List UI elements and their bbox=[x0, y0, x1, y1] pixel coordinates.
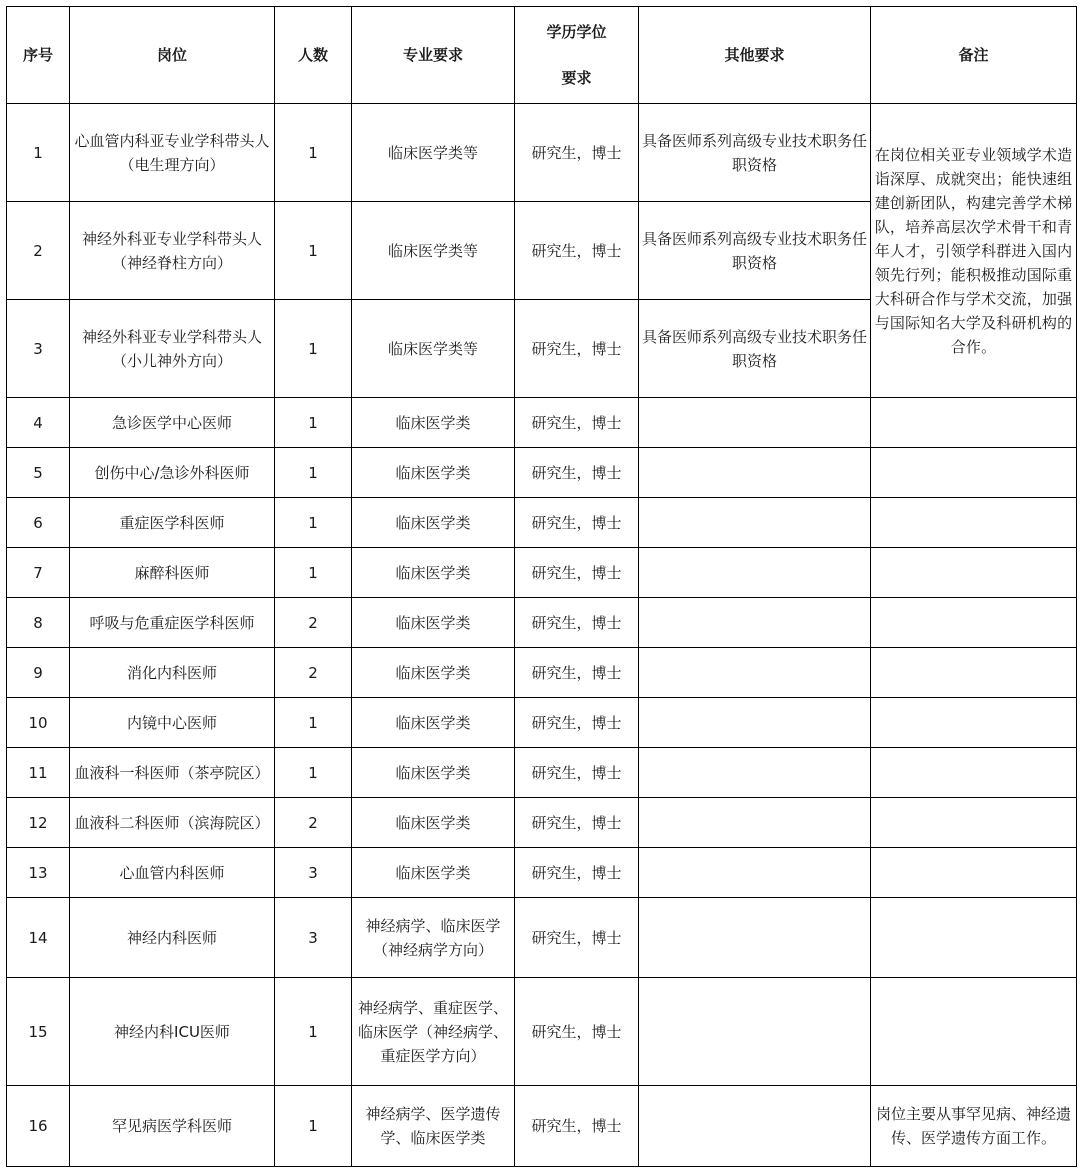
cell-remark bbox=[871, 648, 1077, 698]
cell-major bbox=[352, 978, 515, 1086]
header-other: 其他要求 bbox=[639, 7, 871, 104]
cell-major-line: 学、临床医学类 bbox=[380, 1129, 486, 1147]
cell-other: 具备医师系列高级专业技术职务任职资格 bbox=[639, 104, 871, 202]
cell-seq: 2 bbox=[7, 202, 70, 300]
cell-count: 1 bbox=[275, 748, 352, 798]
table-row bbox=[7, 104, 1077, 202]
cell-other bbox=[639, 1086, 871, 1167]
cell-remark bbox=[871, 848, 1077, 898]
cell-count: 1 bbox=[275, 300, 352, 398]
table-row bbox=[7, 848, 1077, 898]
cell-education: 研究生，博士 bbox=[515, 978, 639, 1086]
cell-post: 呼吸与危重症医学科医师 bbox=[70, 598, 275, 648]
cell-remark: 岗位主要从事罕见病、神经遗传、医学遗传方面工作。 bbox=[871, 1086, 1077, 1167]
cell-post-line: （小儿神外方向） bbox=[111, 351, 232, 370]
cell-post: 重症医学科医师 bbox=[70, 498, 275, 548]
cell-post-line: 神经外科亚专业学科带头人 bbox=[81, 327, 262, 346]
cell-major: 临床医学类 bbox=[352, 598, 515, 648]
cell-seq: 1 bbox=[7, 104, 70, 202]
cell-seq: 11 bbox=[7, 748, 70, 798]
cell-post bbox=[70, 300, 275, 398]
cell-count: 3 bbox=[275, 898, 352, 978]
cell-education: 研究生，博士 bbox=[515, 1086, 639, 1167]
cell-count: 1 bbox=[275, 498, 352, 548]
cell-other bbox=[639, 848, 871, 898]
cell-education: 研究生，博士 bbox=[515, 448, 639, 498]
table-row bbox=[7, 398, 1077, 448]
cell-major: 临床医学类 bbox=[352, 448, 515, 498]
table-row bbox=[7, 698, 1077, 748]
cell-major-line: 神经病学、临床医学 bbox=[365, 916, 501, 935]
cell-seq: 12 bbox=[7, 798, 70, 848]
cell-major-line: 神经病学、医学遗传 bbox=[365, 1105, 501, 1123]
cell-major: 临床医学类 bbox=[352, 548, 515, 598]
cell-count: 1 bbox=[275, 1086, 352, 1167]
cell-count: 1 bbox=[275, 978, 352, 1086]
cell-other bbox=[639, 548, 871, 598]
header-row bbox=[7, 7, 1077, 104]
cell-major-line: （神经病学方向） bbox=[372, 940, 493, 959]
cell-count: 1 bbox=[275, 448, 352, 498]
cell-post bbox=[70, 104, 275, 202]
table-row bbox=[7, 498, 1077, 548]
cell-remark bbox=[871, 398, 1077, 448]
cell-seq: 13 bbox=[7, 848, 70, 898]
cell-post-line: （电生理方向） bbox=[119, 155, 225, 174]
cell-other bbox=[639, 648, 871, 698]
cell-post-line: （神经脊柱方向） bbox=[111, 253, 232, 272]
cell-education: 研究生，博士 bbox=[515, 598, 639, 648]
cell-major: 临床医学类等 bbox=[352, 104, 515, 202]
cell-major: 临床医学类 bbox=[352, 848, 515, 898]
cell-post: 内镜中心医师 bbox=[70, 698, 275, 748]
cell-education: 研究生，博士 bbox=[515, 798, 639, 848]
cell-post-line: 神经外科亚专业学科带头人 bbox=[81, 229, 262, 248]
cell-post: 血液科一科医师（茶亭院区） bbox=[70, 748, 275, 798]
cell-other bbox=[639, 798, 871, 848]
header-education bbox=[515, 7, 639, 104]
cell-education: 研究生，博士 bbox=[515, 648, 639, 698]
cell-post: 麻醉科医师 bbox=[70, 548, 275, 598]
cell-remark bbox=[871, 748, 1077, 798]
table-row bbox=[7, 798, 1077, 848]
cell-post: 创伤中心/急诊外科医师 bbox=[70, 448, 275, 498]
cell-count: 1 bbox=[275, 202, 352, 300]
cell-remark bbox=[871, 548, 1077, 598]
cell-remark bbox=[871, 448, 1077, 498]
cell-major: 临床医学类等 bbox=[352, 300, 515, 398]
table-row bbox=[7, 1086, 1077, 1167]
cell-remark bbox=[871, 598, 1077, 648]
cell-education: 研究生，博士 bbox=[515, 848, 639, 898]
cell-other bbox=[639, 978, 871, 1086]
cell-count: 1 bbox=[275, 698, 352, 748]
cell-count: 3 bbox=[275, 848, 352, 898]
cell-post: 消化内科医师 bbox=[70, 648, 275, 698]
header-major: 专业要求 bbox=[352, 7, 515, 104]
header-education-line1: 学历学位 bbox=[546, 23, 607, 41]
cell-count: 2 bbox=[275, 798, 352, 848]
cell-count: 2 bbox=[275, 598, 352, 648]
cell-post: 神经内科医师 bbox=[70, 898, 275, 978]
cell-major: 临床医学类 bbox=[352, 748, 515, 798]
cell-seq: 5 bbox=[7, 448, 70, 498]
cell-post: 急诊医学中心医师 bbox=[70, 398, 275, 448]
cell-other bbox=[639, 598, 871, 648]
cell-education: 研究生，博士 bbox=[515, 300, 639, 398]
cell-education: 研究生，博士 bbox=[515, 498, 639, 548]
cell-major: 临床医学类等 bbox=[352, 202, 515, 300]
header-remark: 备注 bbox=[871, 7, 1077, 104]
cell-seq: 9 bbox=[7, 648, 70, 698]
cell-count: 2 bbox=[275, 648, 352, 698]
cell-education: 研究生，博士 bbox=[515, 548, 639, 598]
table-row bbox=[7, 978, 1077, 1086]
cell-major-line: 临床医学（神经病学、 bbox=[357, 1022, 508, 1041]
cell-post: 心血管内科医师 bbox=[70, 848, 275, 898]
cell-seq: 16 bbox=[7, 1086, 70, 1167]
cell-major bbox=[352, 898, 515, 978]
table-row bbox=[7, 548, 1077, 598]
table-row bbox=[7, 898, 1077, 978]
cell-other bbox=[639, 898, 871, 978]
cell-seq: 7 bbox=[7, 548, 70, 598]
cell-count: 1 bbox=[275, 548, 352, 598]
cell-seq: 8 bbox=[7, 598, 70, 648]
cell-major: 临床医学类 bbox=[352, 798, 515, 848]
cell-major: 临床医学类 bbox=[352, 648, 515, 698]
cell-other bbox=[639, 448, 871, 498]
cell-remark bbox=[871, 698, 1077, 748]
header-education-line2: 要求 bbox=[561, 69, 592, 87]
cell-education: 研究生，博士 bbox=[515, 104, 639, 202]
header-seq: 序号 bbox=[7, 7, 70, 104]
cell-seq: 14 bbox=[7, 898, 70, 978]
cell-remark bbox=[871, 978, 1077, 1086]
cell-education: 研究生，博士 bbox=[515, 898, 639, 978]
cell-education: 研究生，博士 bbox=[515, 398, 639, 448]
cell-count: 1 bbox=[275, 104, 352, 202]
cell-other bbox=[639, 398, 871, 448]
cell-education: 研究生，博士 bbox=[515, 748, 639, 798]
cell-remark-leader: 在岗位相关亚专业领域学术造诣深厚、成就突出；能快速组建创新团队，构建完善学术梯队，培养高层次学术骨干和青年人才，引领学科群进入国内领先行列；能积极推动国际重大科研合作与学术交流，加强与国际知名大学及科研机构的合作。 bbox=[871, 104, 1077, 398]
cell-post-line: 心血管内科亚专业学科带头人 bbox=[74, 131, 270, 150]
cell-major: 临床医学类 bbox=[352, 498, 515, 548]
cell-other bbox=[639, 498, 871, 548]
cell-count: 1 bbox=[275, 398, 352, 448]
cell-major-line: 神经病学、重症医学、 bbox=[357, 998, 508, 1017]
cell-major: 临床医学类 bbox=[352, 698, 515, 748]
cell-post: 血液科二科医师（滨海院区） bbox=[70, 798, 275, 848]
cell-education: 研究生，博士 bbox=[515, 202, 639, 300]
header-count: 人数 bbox=[275, 7, 352, 104]
cell-other: 具备医师系列高级专业技术职务任职资格 bbox=[639, 300, 871, 398]
cell-seq: 6 bbox=[7, 498, 70, 548]
cell-major bbox=[352, 1086, 515, 1167]
cell-major-line: 重症医学方向） bbox=[380, 1046, 486, 1065]
cell-seq: 4 bbox=[7, 398, 70, 448]
cell-post: 罕见病医学科医师 bbox=[70, 1086, 275, 1167]
cell-remark bbox=[871, 498, 1077, 548]
table-row bbox=[7, 748, 1077, 798]
cell-seq: 15 bbox=[7, 978, 70, 1086]
cell-other bbox=[639, 698, 871, 748]
table-row bbox=[7, 648, 1077, 698]
table-row bbox=[7, 598, 1077, 648]
cell-post bbox=[70, 202, 275, 300]
cell-other bbox=[639, 748, 871, 798]
cell-other: 具备医师系列高级专业技术职务任职资格 bbox=[639, 202, 871, 300]
cell-seq: 3 bbox=[7, 300, 70, 398]
cell-major: 临床医学类 bbox=[352, 398, 515, 448]
cell-education: 研究生，博士 bbox=[515, 698, 639, 748]
cell-seq: 10 bbox=[7, 698, 70, 748]
header-post: 岗位 bbox=[70, 7, 275, 104]
cell-remark bbox=[871, 798, 1077, 848]
cell-post: 神经内科ICU医师 bbox=[70, 978, 275, 1086]
recruitment-table bbox=[6, 6, 1077, 1167]
cell-remark bbox=[871, 898, 1077, 978]
table-row bbox=[7, 448, 1077, 498]
